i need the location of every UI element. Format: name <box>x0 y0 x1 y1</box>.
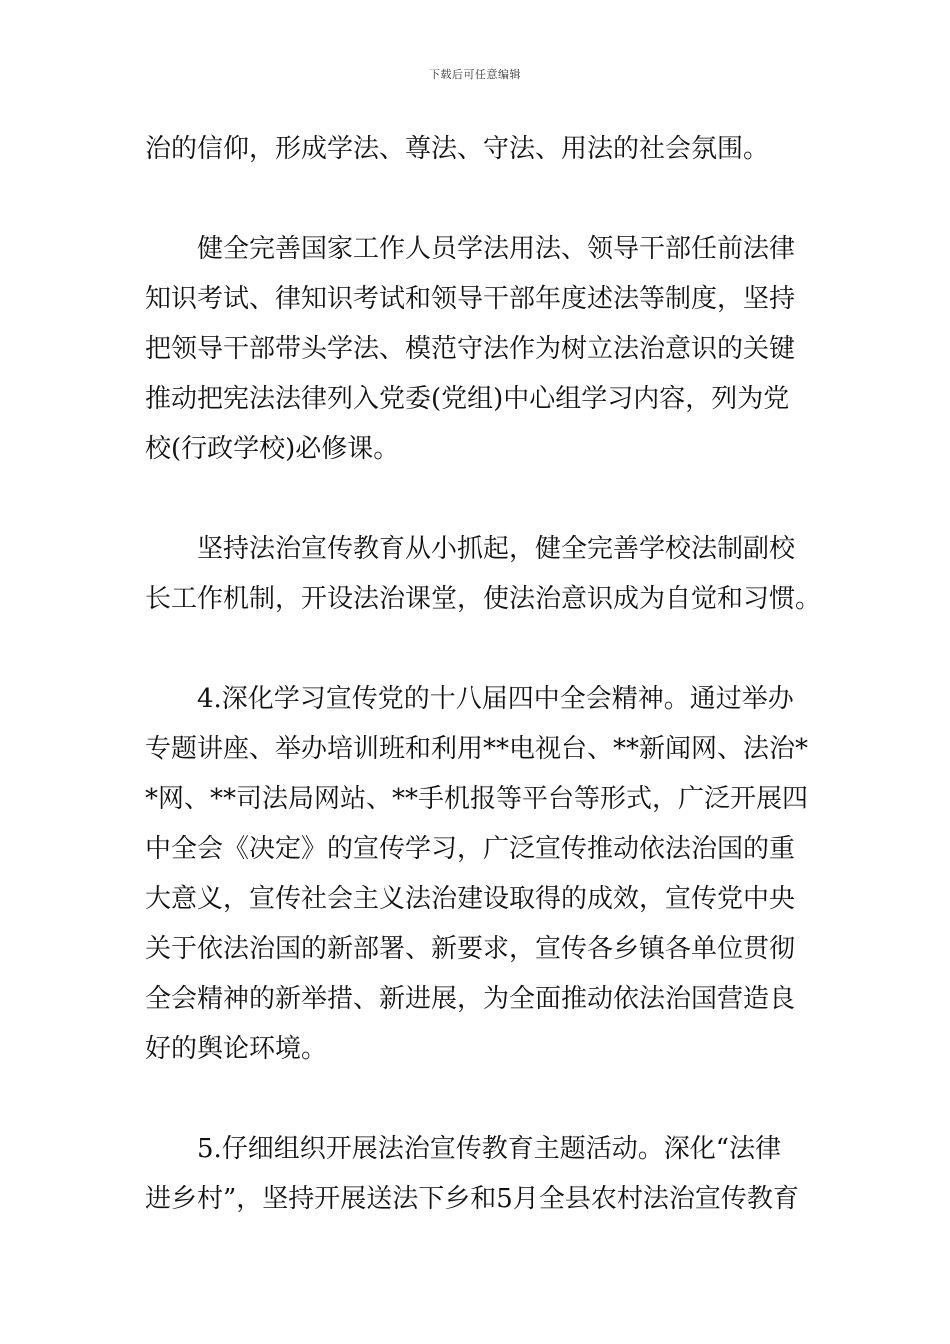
text-line: 知识考试、律知识考试和领导干部年度述法等制度，坚持 <box>145 284 796 314</box>
text-line: 坚持法治宣传教育从小抓起，健全完善学校法制副校 <box>197 534 796 564</box>
page-header: 下载后可任意编辑 <box>429 68 521 81</box>
text-line: 治的信仰，形成学法、尊法、守法、用法的社会氛围。 <box>145 134 770 164</box>
text-line: 进乡村”，坚持开展送法下乡和5月全县农村法治宣传教育 <box>145 1184 799 1214</box>
text-line: 关于依法治国的新部署、新要求，宣传各乡镇各单位贯彻 <box>145 934 796 964</box>
text-line: 校(行政学校)必修课。 <box>145 434 400 464</box>
text-line: 全会精神的新举措、新进展，为全面推动依法治国营造良 <box>145 984 796 1014</box>
text-line: 推动把宪法法律列入党委(党组)中心组学习内容，列为党 <box>145 384 790 414</box>
text-line: 中全会《决定》的宣传学习，广泛宣传推动依法治国的重 <box>145 834 796 864</box>
text-line: 长工作机制，开设法治课堂，使法治意识成为自觉和习惯。 <box>145 584 822 614</box>
text-line: 5.仔细组织开展法治宣传教育主题活动。深化“法律 <box>197 1134 782 1164</box>
text-line: 4.深化学习宣传党的十八届四中全会精神。通过举办 <box>197 684 794 714</box>
text-line: 好的舆论环境。 <box>145 1034 328 1064</box>
text-line: *网、**司法局网站、**手机报等平台等形式，广泛开展四 <box>145 784 809 814</box>
text-line: 专题讲座、举办培训班和利用**电视台、**新闻网、法治* <box>145 734 809 764</box>
text-line: 健全完善国家工作人员学法用法、领导干部任前法律 <box>197 234 796 264</box>
text-line: 大意义，宣传社会主义法治建设取得的成效，宣传党中央 <box>145 884 796 914</box>
text-line: 把领导干部带头学法、模范守法作为树立法治意识的关键 <box>145 334 796 364</box>
